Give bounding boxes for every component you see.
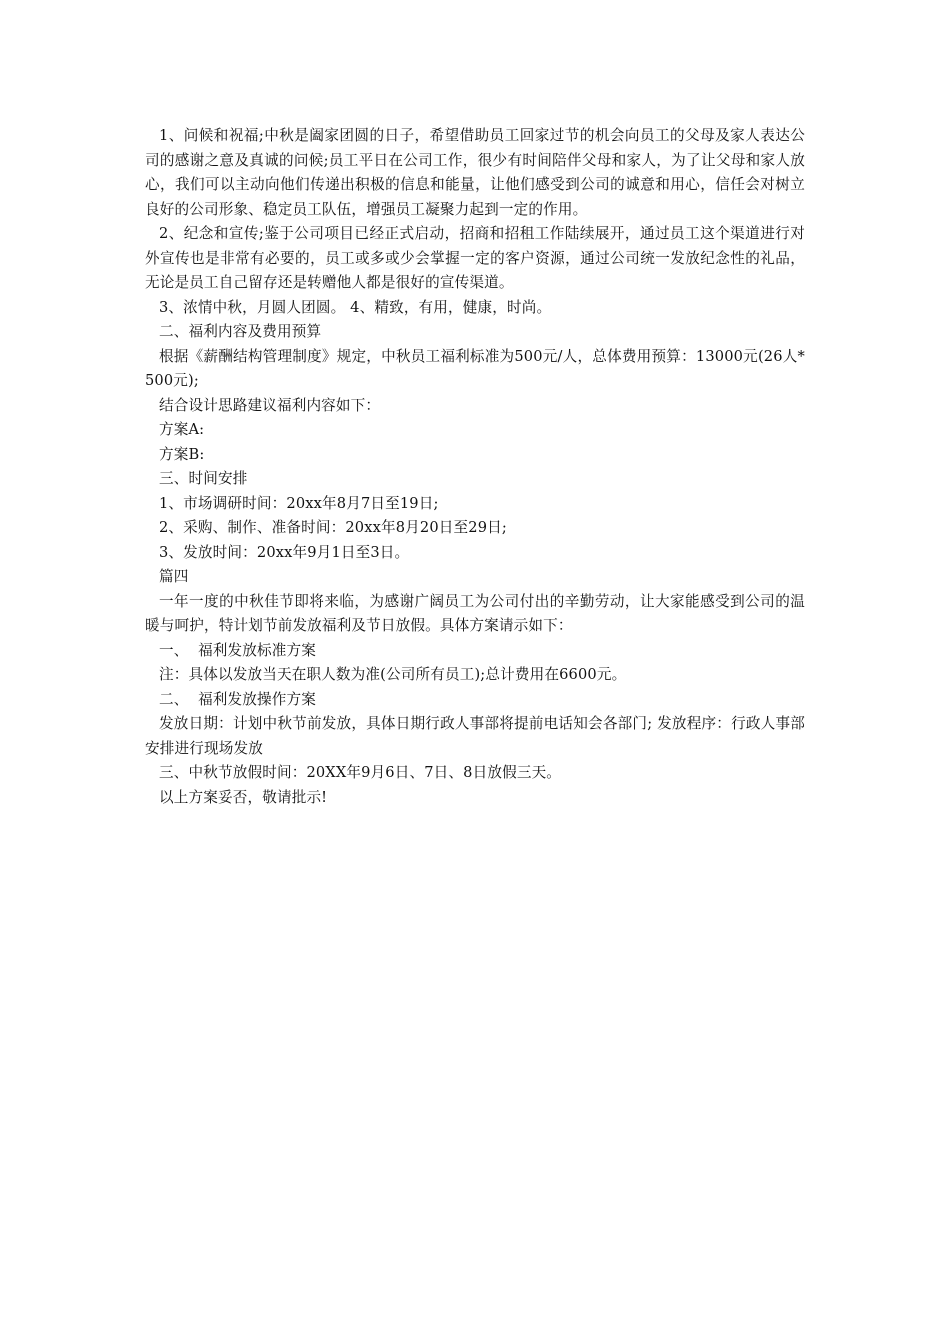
paragraph-suggestion: 结合设计思路建议福利内容如下： [159, 396, 381, 414]
schedule-item-distribution: 3、发放时间：20xx年9月1日至3日。 [159, 543, 410, 561]
document-body [145, 124, 805, 810]
option-b: 方案B: [159, 445, 205, 463]
option-a: 方案A: [159, 421, 205, 438]
schedule-item-purchase: 2、采购、制作、准备时间：20xx年8月20日至29日; [159, 519, 507, 536]
paragraph-budget: 根据《薪酬结构管理制度》规定，中秋员工福利标准为500元/人，总体费用预算：13000元(26人*500元); [145, 347, 805, 389]
heading-standard-plan: 一、 福利发放标准方案 [159, 641, 317, 659]
heading-benefits-budget: 二、福利内容及费用预算 [159, 323, 322, 340]
paragraph-intro: 一年一度的中秋佳节即将来临，为感谢广阔员工为公司付出的辛勤劳动，让大家能感受到公司的温暖与呵护，特计划节前发放福利及节日放假。具体方案请示如下： [145, 592, 805, 634]
heading-schedule: 三、时间安排 [159, 470, 248, 487]
heading-operation-plan: 二、 福利发放操作方案 [159, 690, 317, 708]
paragraph-holiday: 三、中秋节放假时间：20XX年9月6日、7日、8日放假三天。 [159, 764, 562, 781]
paragraph-greetings: 1、问候和祝福;中秋是阖家团圆的日子，希望借助员工回家过节的机会向员工的父母及家人表达公司的感谢之意及真诚的问候;员工平日在公司工作，很少有时间陪伴父母和家人，为了让父母和家人放心，我们可以主动向他们传递出积极的信息和能量，让他们感受到公司的诚意和用心，信任会对树立良好的公司形象、稳定员工队伍，增强员工凝聚力起到一定的作用。 [145, 127, 805, 218]
paragraph-distribution-date: 发放日期：计划中秋节前发放，具体日期行政人事部将提前电话知会各部门; 发放程序：行政人事部安排进行现场发放 [145, 715, 805, 757]
paragraph-promotion: 2、纪念和宣传;鉴于公司项目已经正式启动，招商和招租工作陆续展开，通过员工这个渠道进行对外宣传也是非常有必要的，员工或多或少会掌握一定的客户资源，通过公司统一发放纪念性的礼品，无论是员工自己留存还是转赠他人都是很好的宣传渠道。 [145, 225, 805, 291]
section-title-part-four: 篇四 [159, 568, 189, 585]
paragraph-slogan: 3、浓情中秋，月圆人团圆。 4、精致，有用，健康，时尚。 [159, 298, 552, 316]
paragraph-note: 注：具体以发放当天在职人数为准(公司所有员工);总计费用在6600元。 [159, 666, 627, 683]
schedule-item-research: 1、市场调研时间：20xx年8月7日至19日; [159, 494, 439, 512]
paragraph-closing: 以上方案妥否，敬请批示! [159, 788, 328, 806]
